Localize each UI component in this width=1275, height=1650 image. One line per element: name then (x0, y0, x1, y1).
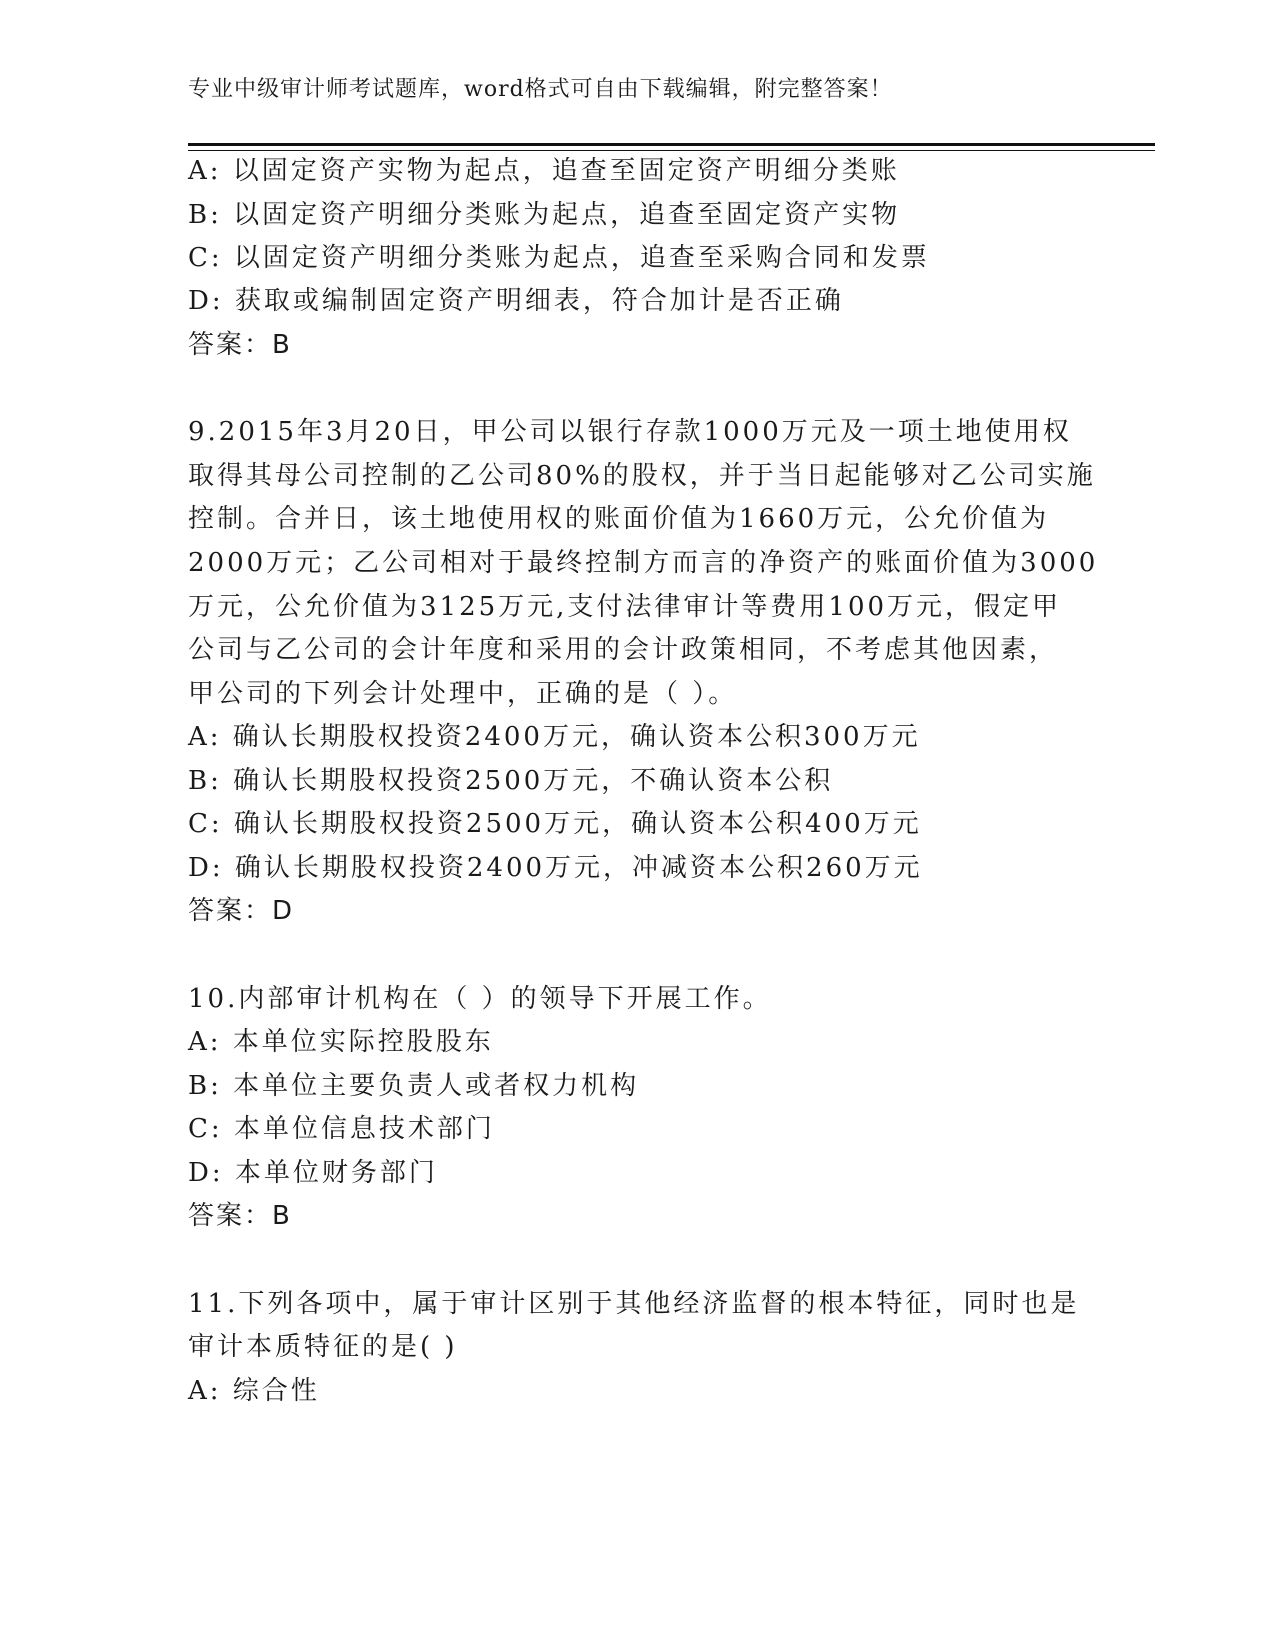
q11-option-a: A: 综合性 (188, 1376, 320, 1406)
q9-option-c: C: 确认长期股权投资2500万元，确认资本公积400万元 (188, 809, 922, 839)
q9-question-line-4: 2000万元；乙公司相对于最终控制方而言的净资产的账面价值为3000 (188, 548, 1099, 578)
header-rule-thick (188, 143, 1155, 146)
q10-option-d: D: 本单位财务部门 (188, 1158, 438, 1188)
q8-option-b: B: 以固定资产明细分类账为起点，追查至固定资产实物 (188, 200, 901, 230)
q10-option-c: C: 本单位信息技术部门 (188, 1114, 495, 1144)
q9-question-line-2: 取得其母公司控制的乙公司80%的股权，并于当日起能够对乙公司实施 (188, 461, 1096, 491)
q8-option-d: D: 获取或编制固定资产明细表，符合加计是否正确 (188, 286, 844, 316)
q11-question-line-1: 11.下列各项中，属于审计区别于其他经济监督的根本特征，同时也是 (188, 1289, 1080, 1319)
q9-question-line-3: 控制。合并日，该土地使用权的账面价值为1660万元，公允价值为 (188, 504, 1050, 534)
q9-option-d: D: 确认长期股权投资2400万元，冲减资本公积260万元 (188, 853, 923, 883)
q9-question-line-5: 万元，公允价值为3125万元,支付法律审计等费用100万元，假定甲 (188, 592, 1062, 622)
q10-option-b: B: 本单位主要负责人或者权力机构 (188, 1071, 640, 1101)
q10-option-a: A: 本单位实际控股股东 (188, 1027, 494, 1057)
q9-question-line-6: 公司与乙公司的会计年度和采用的会计政策相同，不考虑其他因素， (188, 635, 1059, 665)
q8-option-a: A: 以固定资产实物为起点，追查至固定资产明细分类账 (188, 156, 900, 186)
q10-answer: 答案：B (188, 1201, 292, 1231)
page-header: 专业中级审计师考试题库，word格式可自由下载编辑，附完整答案！ (188, 77, 893, 102)
header-rule-thin (188, 150, 1155, 151)
q9-question-line-1: 9.2015年3月20日，甲公司以银行存款1000万元及一项土地使用权 (188, 417, 1072, 447)
q9-option-a: A: 确认长期股权投资2400万元，确认资本公积300万元 (188, 722, 921, 752)
q9-option-b: B: 确认长期股权投资2500万元，不确认资本公积 (188, 766, 834, 796)
q10-question: 10.内部审计机构在（ ）的领导下开展工作。 (188, 984, 772, 1014)
q11-question-line-2: 审计本质特征的是( ) (188, 1332, 458, 1362)
q8-answer: 答案：B (188, 330, 292, 360)
q8-option-c: C: 以固定资产明细分类账为起点，追查至采购合同和发票 (188, 243, 930, 273)
q9-answer: 答案：D (188, 896, 295, 926)
q9-question-line-7: 甲公司的下列会计处理中，正确的是（ ）。 (188, 679, 738, 709)
